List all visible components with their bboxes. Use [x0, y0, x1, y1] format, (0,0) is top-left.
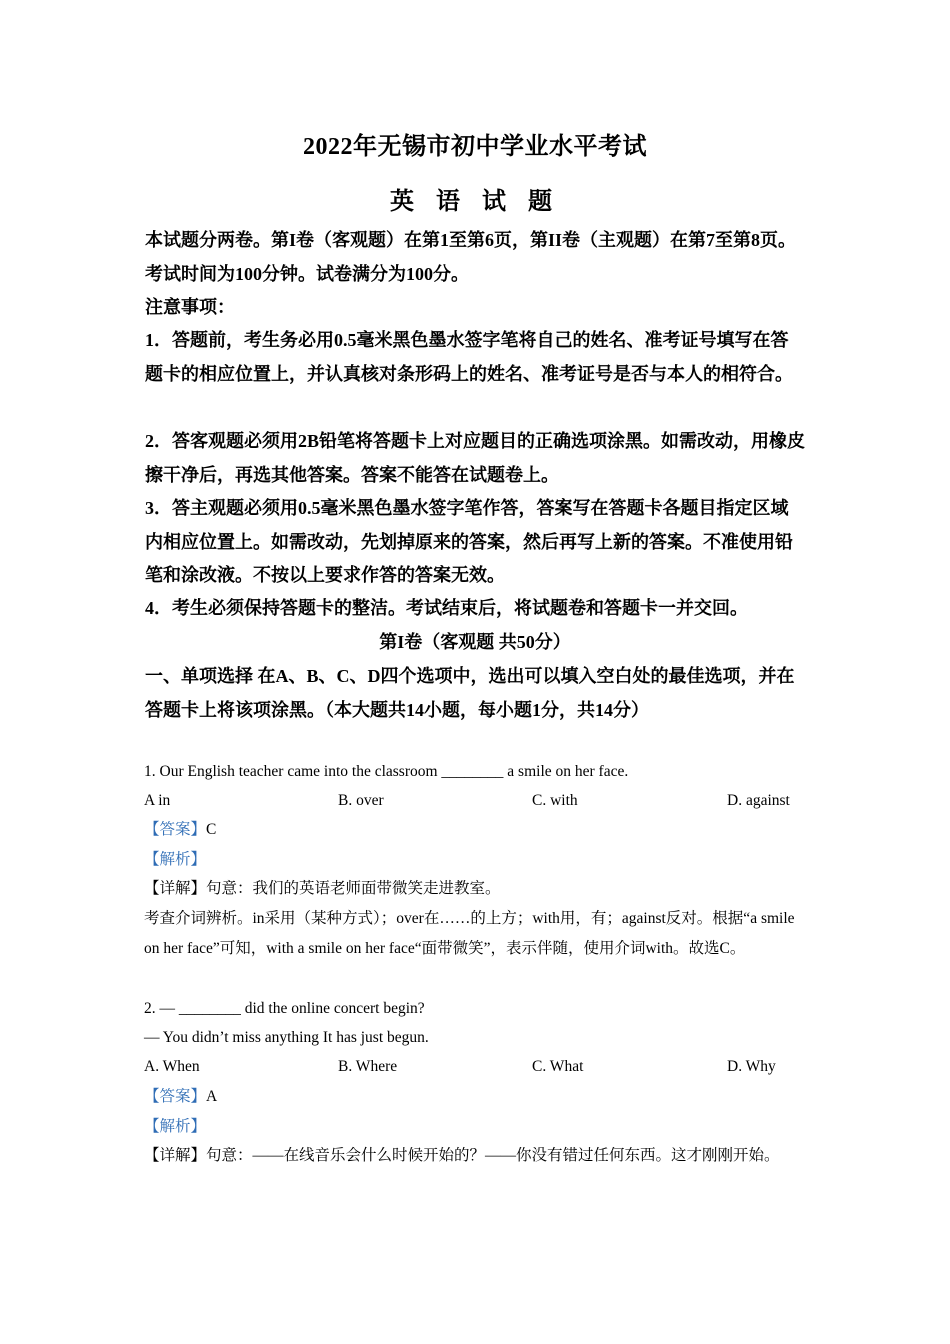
answer-tag: 【答案】: [144, 821, 207, 838]
note-item: 3．答主观题必须用0.5毫米黑色墨水签字笔作答，答案写在答题卡各题目指定区域内相应位置上。如需改动，先划掉原来的答案，然后再写上新的答案。不准使用铅笔和涂改液。不按以上要求作答的答案无效。: [145, 498, 793, 585]
option-b: B. over: [338, 792, 384, 809]
question-2-text-line2: — You didn’t miss anything It has just begun.: [144, 1029, 429, 1046]
note-item: 2．答客观题必须用2B铅笔将答题卡上对应题目的正确选项涂黑。如需改动，用橡皮擦干净后，再选其他答案。答案不能答在试题卷上。: [145, 431, 806, 485]
question-2-answer: [144, 1082, 806, 1112]
notes-title: 注意事项：: [145, 297, 235, 317]
analysis-tag: 【解析】: [144, 1118, 207, 1135]
analysis-tag: 【解析】: [144, 851, 207, 868]
option-d: D. against: [727, 792, 790, 809]
option-c: C. with: [532, 792, 578, 809]
question-1-options: [144, 786, 806, 816]
answer-tag: 【答案】: [144, 1088, 207, 1105]
note-item: 4．考生必须保持答题卡的整洁。考试结束后，将试题卷和答题卡一并交回。: [145, 598, 748, 618]
option-a: A. When: [144, 1058, 200, 1075]
exam-intro: 本试题分两卷。第I卷（客观题）在第1至第6页，第II卷（主观题）在第7至第8页。考试时间为100分钟。试卷满分为100分。: [145, 230, 797, 284]
option-b: B. Where: [338, 1058, 398, 1075]
question-1-detail: 【详解】句意：我们的英语老师面带微笑走进教室。: [144, 880, 501, 897]
part-instructions: 一、单项选择 在A、B、C、D四个选项中，选出可以填入空白处的最佳选项，并在答题卡上将该项涂黑。（本大题共14小题，每小题1分，共14分）: [145, 666, 795, 720]
answer-value: C: [206, 821, 217, 838]
option-a: A in: [144, 792, 171, 809]
option-d: D. Why: [727, 1058, 776, 1075]
note-item: 1．答题前，考生务必用0.5毫米黑色墨水签字笔将自己的姓名、准考证号填写在答题卡的相应位置上，并认真核对条形码上的姓名、准考证号是否与本人的相符合。: [145, 330, 793, 384]
question-2-text: 2. — ________ did the online concert begin?: [144, 1000, 425, 1017]
exam-title: 2022年无锡市初中学业水平考试: [303, 134, 647, 160]
question-2-detail: 【详解】句意：——在线音乐会什么时候开始的？——你没有错过任何东西。这才刚刚开始。: [144, 1147, 780, 1164]
question-2-options: [144, 1052, 806, 1082]
answer-value: A: [206, 1088, 218, 1105]
section-title: 第I卷（客观题 共50分）: [379, 632, 571, 652]
question-1-text: 1. Our English teacher came into the classroom ________ a smile on her face.: [144, 763, 629, 780]
question-1-answer: [144, 815, 806, 845]
question-1-analysis: [144, 845, 806, 875]
option-c: C. What: [532, 1058, 584, 1075]
question-2-analysis: [144, 1112, 806, 1142]
question-1-explanation: 考查介词辨析。in采用（某种方式）；over在……的上方；with用，有；against反对。根据“a smile on her face”可知，with a smile on her face“面带微笑”，表示伴随，使用介词with。故选C。: [144, 910, 795, 957]
exam-subtitle: 英 语 试 题: [390, 189, 560, 215]
